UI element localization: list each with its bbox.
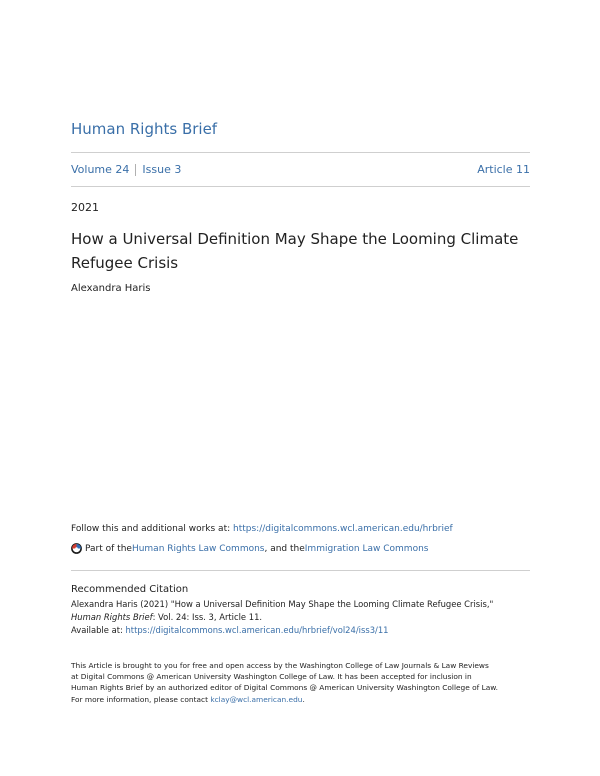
citation-block [71, 598, 541, 637]
citation-line-1: Alexandra Haris (2021) "How a Universal Definition May Shape the Looming Climate Refugee Crisis," [71, 599, 494, 609]
access-notice [71, 660, 541, 705]
top-divider [71, 152, 530, 153]
follow-url-link[interactable]: https://digitalcommons.wcl.american.edu/hrbrief [233, 524, 453, 534]
citation-divider [71, 570, 530, 571]
notice-line-4 [71, 694, 541, 705]
available-prefix: Available at: [71, 625, 126, 635]
citation-volume: : Vol. 24: Iss. 3, Article 11. [152, 612, 263, 622]
citation-line-2 [71, 611, 541, 624]
part-of-middle: , and the [264, 543, 305, 554]
journal-title[interactable]: Human Rights Brief [71, 120, 218, 138]
part-of-prefix: Part of the [85, 543, 132, 554]
issue-meta-row [71, 163, 530, 176]
article-number-link[interactable]: Article 11 [477, 163, 530, 176]
available-url-link[interactable]: https://digitalcommons.wcl.american.edu/hrbrief/vol24/iss3/11 [125, 625, 389, 635]
author-name: Alexandra Haris [71, 283, 151, 294]
issue-link[interactable]: Issue 3 [142, 163, 182, 176]
notice-line-3: Human Rights Brief by an authorized editor of Digital Commons @ American University Washington College of Law. [71, 683, 498, 693]
meta-separator [135, 164, 136, 176]
publication-year: 2021 [71, 201, 99, 214]
notice-contact-prefix: For more information, please contact [71, 694, 211, 704]
citation-line-3 [71, 624, 541, 637]
bottom-divider [71, 186, 530, 187]
article-title: How a Universal Definition May Shape the Looming Climate Refugee Crisis [71, 230, 519, 272]
volume-link[interactable]: Volume 24 [71, 163, 130, 176]
citation-journal: Human Rights Brief [71, 612, 153, 622]
notice-contact-suffix: . [302, 694, 305, 704]
network-commons-icon [71, 543, 82, 554]
notice-line-2: at Digital Commons @ American University Washington College of Law. It has been accepted for inclusion in [71, 672, 472, 682]
follow-text: Follow this and additional works at: [71, 524, 233, 534]
notice-line-1: This Article is brought to you for free and open access by the Washington College of Law Journals & Law Reviews [71, 661, 489, 670]
human-rights-commons-link[interactable]: Human Rights Law Commons [131, 543, 265, 554]
contact-email-link[interactable]: kclay@wcl.american.edu [210, 694, 303, 704]
recommended-citation-heading: Recommended Citation [71, 584, 189, 595]
part-of-line [71, 543, 530, 554]
immigration-commons-link[interactable]: Immigration Law Commons [304, 543, 429, 554]
follow-line [71, 524, 530, 534]
